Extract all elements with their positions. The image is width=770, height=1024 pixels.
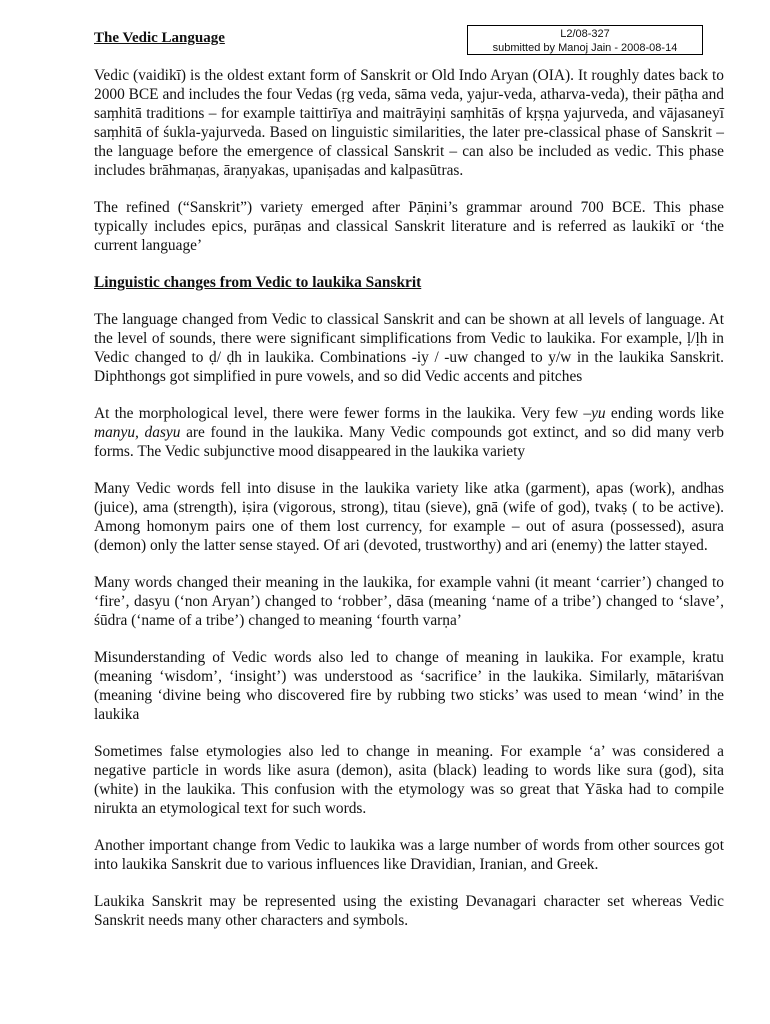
paragraph-morphology-text-1: At the morphological level, there were fewer forms in the laukika. Very few (94, 405, 584, 422)
paragraph-foreign-words: Another important change from Vedic to laukika was a large number of words from other sources got into laukika Sanskrit due to various influences like Dravidian, Iranian, and Greek. (94, 837, 724, 873)
paragraph-morphology-text-2: ending words like (605, 405, 724, 422)
paragraph-refined-sanskrit: The refined (“Sanskrit”) variety emerged after Pāṇini’s grammar around 700 BCE. This phase typically includes epics, purāṇas and classical Sanskrit literature and is referred as laukikī or ‘the current language’ (94, 199, 724, 254)
paragraph-vedic-intro: Vedic (vaidikī) is the oldest extant form of Sanskrit or Old Indo Aryan (OIA). It roughly dates back to 2000 BCE and includes the four Vedas (ṛg veda, sāma veda, yajur-veda, atharva-veda), their pāṭha and saṃhitā traditions – for example taittirīya and maitrāyiṇi saṃhitās of kṛṣṇa yajurveda, and vājasaneyī saṃhitā of śukla-yajurveda. Based on linguistic similarities, the later pre-classical phase of Sanskrit – the language before the emergence of classical Sanskrit – can also be included as vedic. This phase includes brāhmaṇas, āraṇyakas, upaniṣadas and kalpasūtras. (94, 67, 724, 179)
document-title: The Vedic Language (94, 30, 225, 46)
paragraph-sound-changes: The language changed from Vedic to classical Sanskrit and can be shown at all levels of language. At the level of sounds, there were significant simplifications from Vedic to laukika. For example, ḷ/ḷh in Vedic changed to ḍ/ ḍh in laukika. Combinations -iy / -uw changed to y/w in the laukika Sanskrit. Diphthongs got simplified in pure vowels, and so did Vedic accents and pitches (94, 311, 724, 385)
document-body (94, 66, 724, 948)
stamp-document-number: L2/08-327 (560, 28, 610, 40)
paragraph-disused-words: Many Vedic words fell into disuse in the laukika variety like atka (garment), apas (work), andhas (juice), ama (strength), iṣira (vigorous, strong), titau (sieve), gnā (wife of god), tvakṣ ( to be active). Among homonym pairs one of them lost currency, for example – out of asura (possessed), asura (demon) only the latter sense stayed. Of ari (devoted, trustworthy) and ari (enemy) the latter stayed. (94, 480, 724, 554)
section-heading: Linguistic changes from Vedic to laukika Sanskrit (94, 274, 422, 291)
paragraph-meaning-changes: Many words changed their meaning in the laukika, for example vahni (it meant ‘carrier’) changed to ‘fire’, dasyu (‘non Aryan’) changed to ‘robber’, dāsa (meaning ‘name of a tribe’) changed to ‘slave’, śūdra (‘name of a tribe’) changed to meaning ‘fourth varṇa’ (94, 574, 724, 629)
stamp-submitter-line: submitted by Manoj Jain - 2008-08-14 (492, 42, 678, 54)
submission-stamp (467, 25, 703, 55)
paragraph-representation: Laukika Sanskrit may be represented using the existing Devanagari character set whereas Vedic Sanskrit needs many other characters and symbols. (94, 893, 724, 929)
paragraph-morphology-text-3: are found in the laukika. Many Vedic compounds got extinct, and so did many verb forms. The Vedic subjunctive mood disappeared in the laukika variety (94, 424, 724, 460)
paragraph-morphology (94, 404, 724, 461)
paragraph-misunderstanding: Misunderstanding of Vedic words also led to change of meaning in laukika. For example, kratu (meaning ‘wisdom’, ‘insight’) was understood as ‘sacrifice’ in the laukika. Similarly, mātariśvan (meaning ‘divine being who discovered fire by rubbing two sticks’ was used to mean ‘wind’ in the laukika (94, 649, 724, 723)
paragraph-false-etymologies: Sometimes false etymologies also led to change in meaning. For example ‘a’ was considered a negative particle in words like asura (demon), asita (black) leading to words like sura (god), sita (white) in the laukika. This confusion with the etymology was so great that Yāska had to compile nirukta an etymological text for such words. (94, 743, 724, 817)
paragraph-morphology-italic-2: manyu, dasyu (94, 424, 181, 441)
paragraph-morphology-italic-1: –yu (583, 405, 606, 422)
